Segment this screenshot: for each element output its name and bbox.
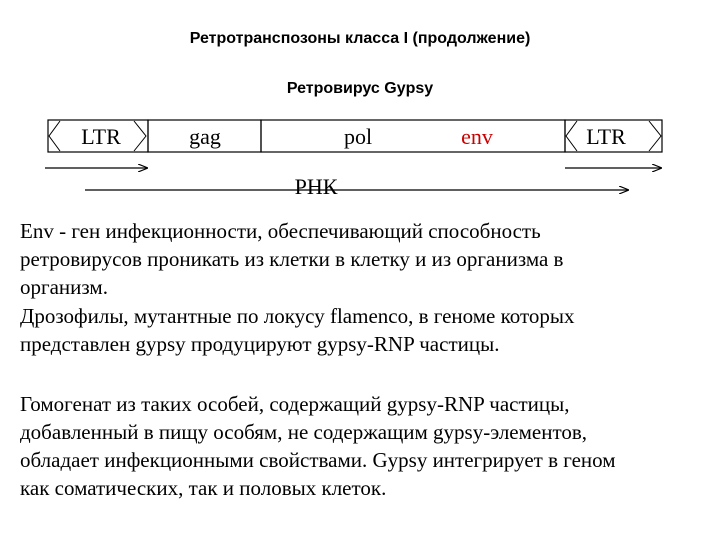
text-line: обладает инфекционными свойствами. Gypsy интегрирует в геном: [20, 448, 616, 472]
ltr-right-segment: [565, 120, 662, 152]
text-line: Дрозофилы, мутантные по локусу flamenco, в геноме которых: [20, 304, 575, 328]
pol-label: pol: [343, 124, 373, 149]
text-line: как соматических, так и половых клеток.: [20, 476, 387, 500]
env-label: env: [461, 124, 493, 149]
text-line: ретровирусов проникать из клетки в клетку и из организма в: [20, 247, 564, 271]
rna-label: РНК: [294, 174, 338, 199]
ltr-left-label: LTR: [81, 124, 121, 149]
gag-segment: [148, 120, 261, 152]
paragraph-homogenate: [20, 390, 710, 502]
gypsy-genome-diagram: [0, 110, 720, 205]
text-line: добавленный в пищу особям, не содержащим gypsy-элементов,: [20, 420, 588, 444]
slide-subtitle: Ретровирус Gypsy: [286, 80, 434, 97]
text-line: Гомогенат из таких особей, содержащий gypsy-RNP частицы,: [20, 392, 570, 416]
ltr-right-label: LTR: [586, 124, 626, 149]
ltr-left-segment: [48, 120, 148, 152]
text-line: организм.: [20, 275, 108, 299]
slide-title: Ретротранспозоны класса I (продолжение): [189, 30, 531, 47]
text-line: представлен gypsy продуцируют gypsy-RNP частицы.: [20, 332, 500, 356]
gag-label: gag: [189, 124, 221, 149]
paragraph-flamenco: [20, 302, 710, 358]
paragraph-env-definition: [20, 217, 710, 301]
pol-env-segment: [261, 120, 565, 152]
text-line: Env - ген инфекционности, обеспечивающий способность: [20, 219, 541, 243]
